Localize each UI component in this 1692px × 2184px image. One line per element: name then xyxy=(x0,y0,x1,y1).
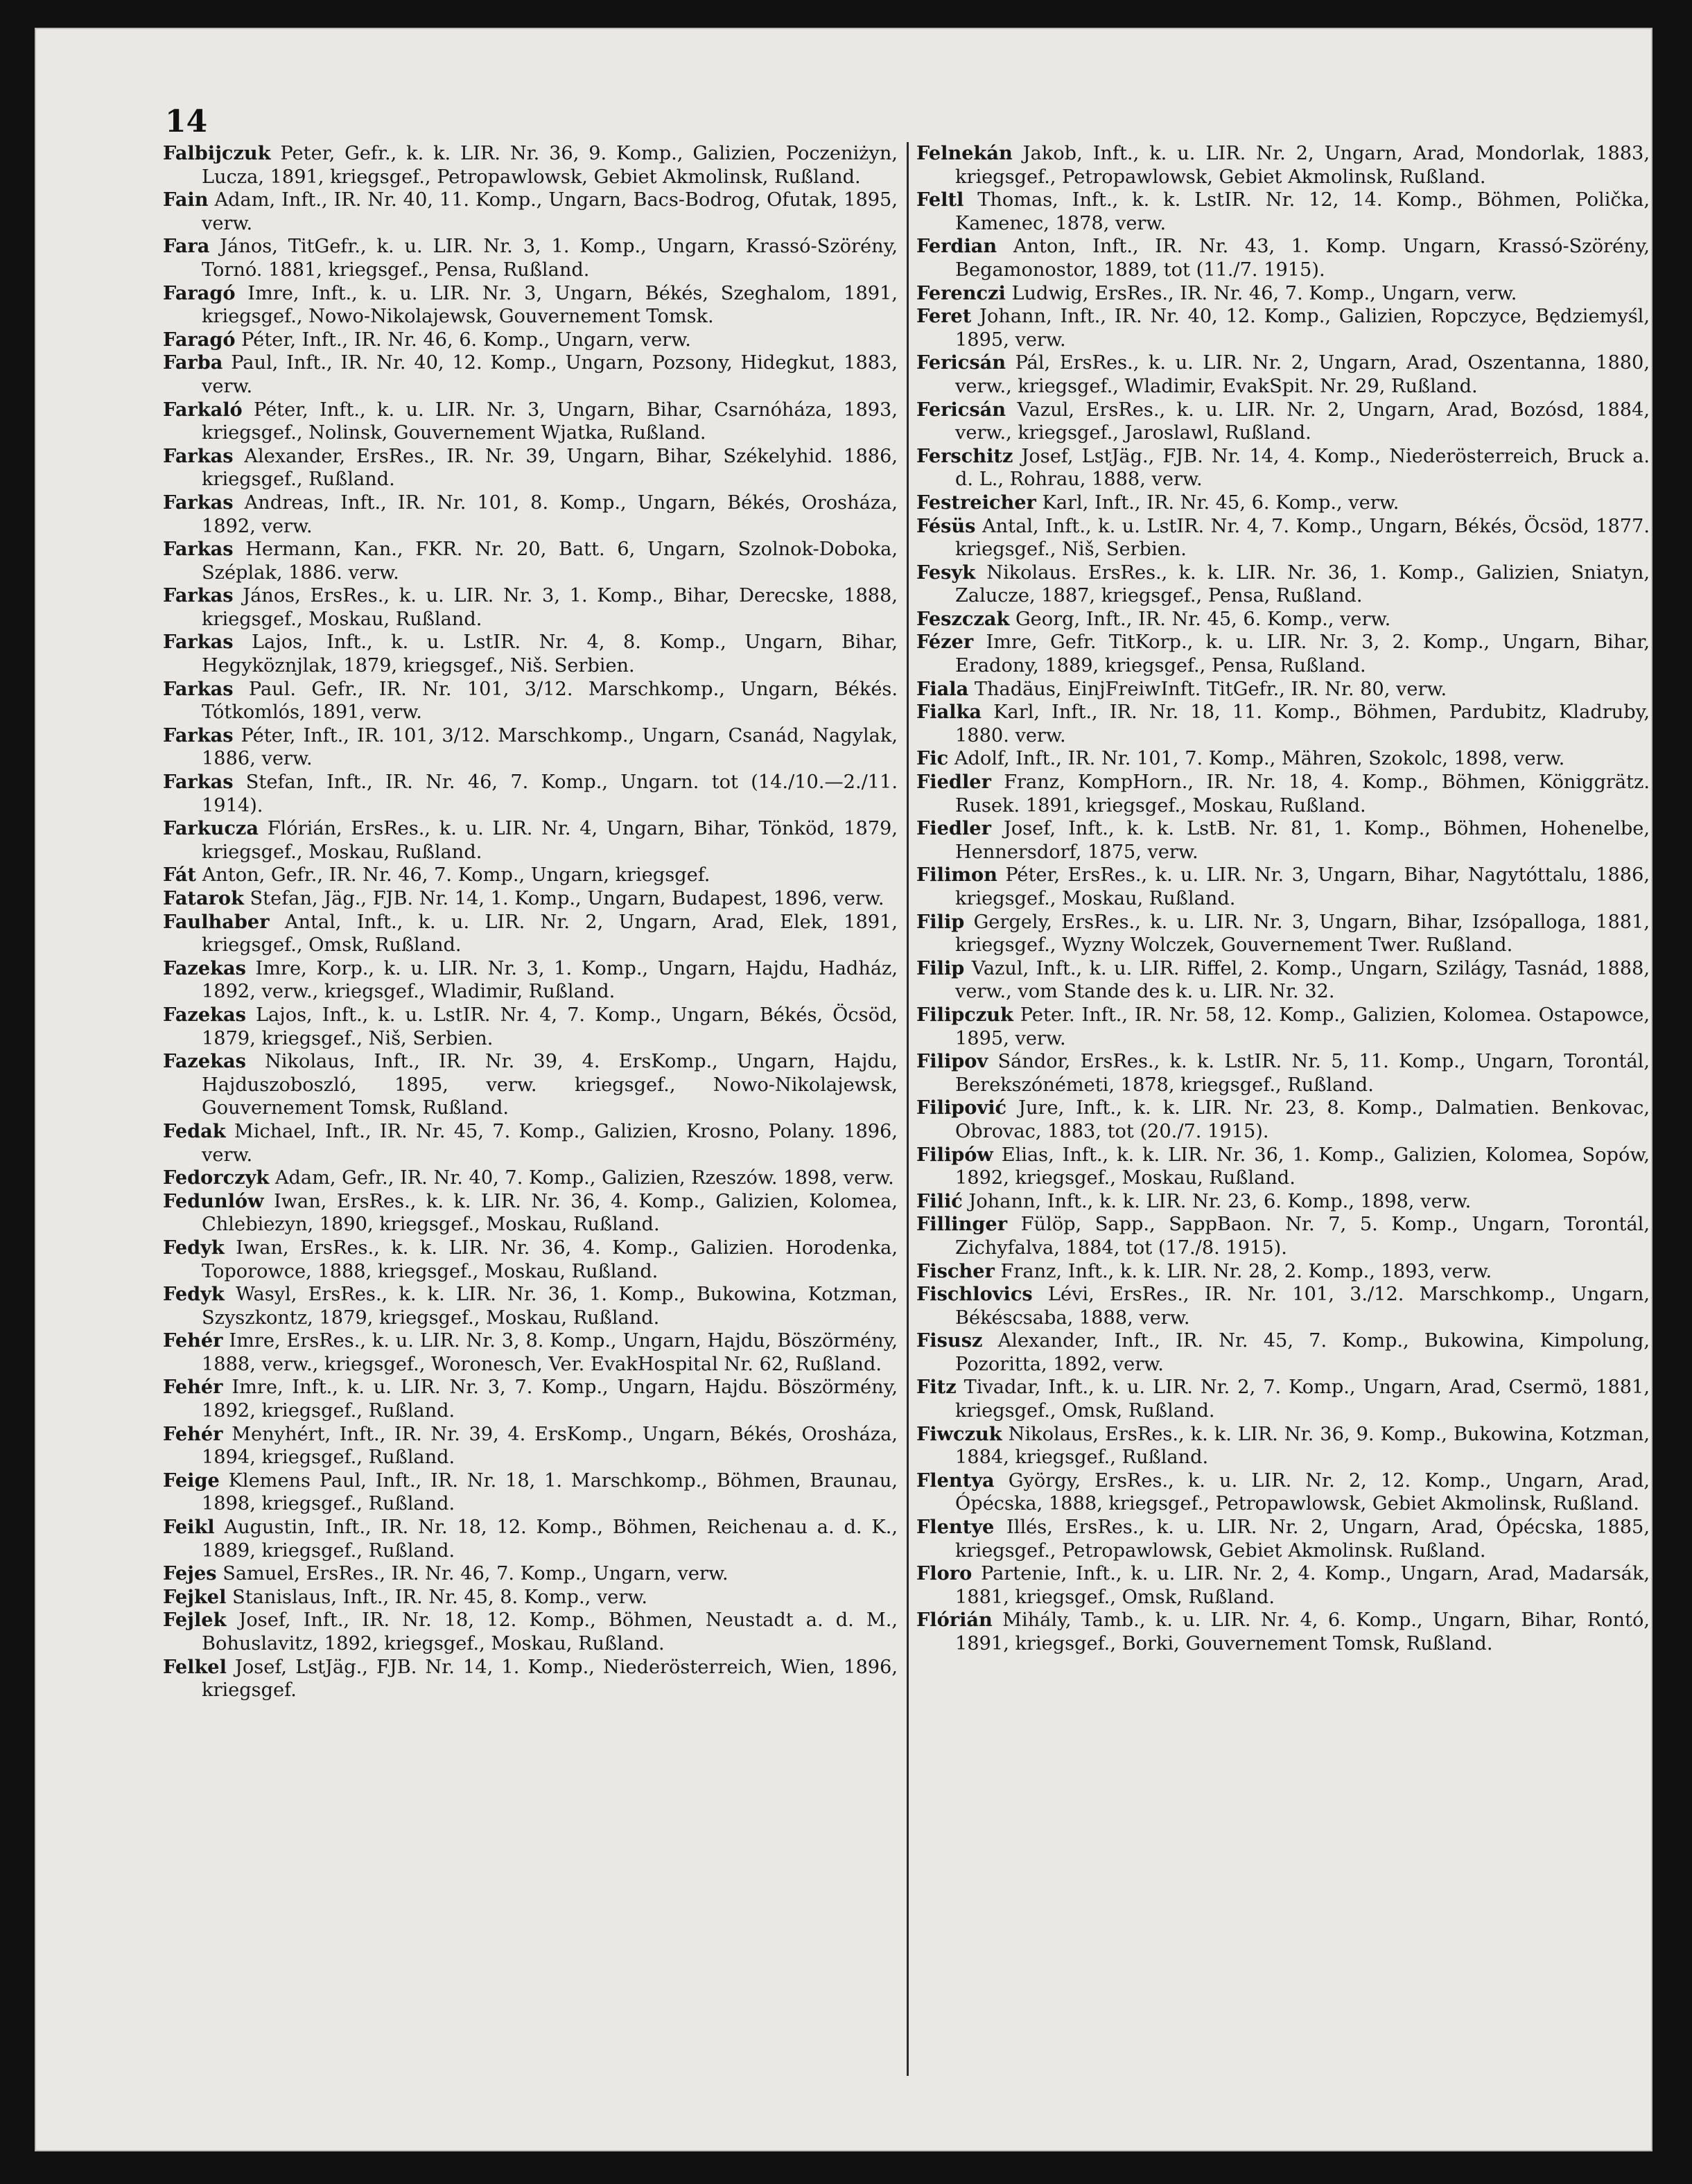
entry-details: Fülöp, Sapp., SappBaon. Nr. 7, 5. Komp., Ungarn, Torontál, Zichyfalva, 1884, tot (17./8. 1915). xyxy=(955,1214,1650,1259)
register-entry xyxy=(916,445,1650,491)
entry-surname: Ferschitz xyxy=(916,444,1013,467)
register-entry xyxy=(916,911,1650,957)
register-entry xyxy=(916,491,1650,515)
register-entry xyxy=(916,1469,1650,1516)
entry-surname: Fara xyxy=(163,235,210,258)
entry-surname: Fesyk xyxy=(916,561,976,584)
entry-surname: Faragó xyxy=(163,328,236,351)
entry-details: Josef, LstJäg., FJB. Nr. 14, 1. Komp., Niederösterreich, Wien, 1896, kriegsgef. xyxy=(202,1656,898,1702)
entry-surname: Fedyk xyxy=(163,1236,225,1259)
entry-details: Vazul, ErsRes., k. u. LIR. Nr. 2, Ungarn, Arad, Bozósd, 1884, verw., kriegsgef., Jaroslawl, Rußland. xyxy=(955,399,1650,444)
entry-details: Samuel, ErsRes., IR. Nr. 46, 7. Komp., Ungarn, verw. xyxy=(216,1563,729,1585)
entry-details: Michael, Inft., IR. Nr. 45, 7. Komp., Galizien, Krosno, Polany. 1896, verw. xyxy=(202,1120,898,1166)
register-entry xyxy=(916,1213,1650,1259)
entry-surname: Filipów xyxy=(916,1143,993,1166)
entry-details: Wasyl, ErsRes., k. k. LIR. Nr. 36, 1. Komp., Bukowina, Kotzman, Szyszkontz, 1879, kriegsgef., Moskau, Rußland. xyxy=(202,1284,898,1329)
entry-details: Stefan, Inft., IR. Nr. 46, 7. Komp., Ungarn. tot (14./10.—2./11. 1914). xyxy=(202,771,898,816)
entry-details: Péter, Inft., IR. 101, 3/12. Marschkomp., Ungarn, Csanád, Nagylak, 1886, verw. xyxy=(202,724,898,770)
entry-surname: Farkas xyxy=(163,724,234,746)
register-entry xyxy=(916,189,1650,235)
entry-surname: Fericsán xyxy=(916,351,1006,374)
entry-surname: Farkas xyxy=(163,677,234,700)
entry-surname: Ferdian xyxy=(916,235,997,258)
entry-details: Stanislaus, Inft., IR. Nr. 45, 8. Komp., verw. xyxy=(226,1586,648,1608)
entry-details: Iwan, ErsRes., k. k. LIR. Nr. 36, 4. Komp., Galizien, Kolomea, Chlebiezyn, 1890, kriegsgef., Moskau, Rußland. xyxy=(202,1190,898,1236)
entry-details: Adam, Gefr., IR. Nr. 40, 7. Komp., Galizien, Rzeszów. 1898, verw. xyxy=(269,1167,894,1189)
register-entry xyxy=(163,1376,898,1422)
register-entry xyxy=(916,817,1650,864)
entry-surname: Filimon xyxy=(916,864,997,886)
register-entry xyxy=(916,235,1650,281)
entry-details: Josef, Inft., k. k. LstB. Nr. 81, 1. Komp., Böhmen, Hohenelbe, Hennersdorf, 1875, verw. xyxy=(955,818,1650,863)
entry-surname: Fiala xyxy=(916,677,969,700)
entry-surname: Fedorczyk xyxy=(163,1167,270,1189)
entry-surname: Farkas xyxy=(163,631,234,654)
column-divider xyxy=(907,142,909,2076)
register-entry xyxy=(916,701,1650,747)
register-entry xyxy=(163,538,898,584)
register-entry xyxy=(916,1260,1650,1284)
register-entry xyxy=(163,631,898,677)
entry-details: János, TitGefr., k. u. LIR. Nr. 3, 1. Komp., Ungarn, Krassó-Szörény, Tornó. 1881, kriegsgef., Pensa, Rußland. xyxy=(202,236,898,281)
register-entry xyxy=(163,351,898,398)
entry-details: Peter, Gefr., k. k. LIR. Nr. 36, 9. Komp., Galizien, Poczeniżyn, Lucza, 1891, kriegsgef., Petropawlowsk, Gebiet Akmolinsk, Rußland. xyxy=(202,143,898,188)
entry-details: Gergely, ErsRes., k. u. LIR. Nr. 3, Ungarn, Bihar, Izsópalloga, 1881, kriegsgef., Wyzny Wolczek, Gouvernement Twer. Rußland. xyxy=(955,911,1650,956)
entry-surname: Fiedler xyxy=(916,817,991,840)
entry-details: Nikolaus, ErsRes., k. k. LIR. Nr. 36, 9. Komp., Bukowina, Kotzman, 1884, kriegsgef., Rußland. xyxy=(955,1423,1650,1469)
register-entry xyxy=(163,1237,898,1283)
register-entry xyxy=(916,351,1650,398)
register-entry xyxy=(163,678,898,724)
register-entry xyxy=(163,399,898,445)
register-entry xyxy=(163,1167,898,1190)
register-entry xyxy=(916,515,1650,561)
entry-details: Karl, Inft., IR. Nr. 45, 6. Komp., verw. xyxy=(1036,491,1399,514)
entry-surname: Flentye xyxy=(916,1516,995,1539)
entry-details: Thomas, Inft., k. k. LstIR. Nr. 12, 14. Komp., Böhmen, Polička, Kamenec, 1878, verw. xyxy=(955,189,1650,234)
entry-surname: Fésüs xyxy=(916,514,976,537)
entry-details: Klemens Paul, Inft., IR. Nr. 18, 1. Marschkomp., Böhmen, Braunau, 1898, kriegsgef., Rußland. xyxy=(202,1469,898,1515)
entry-details: Nikolaus. ErsRes., k. k. LIR. Nr. 36, 1. Komp., Galizien, Sniatyn, Zalucze, 1887, kriegsgef., Pensa, Rußland. xyxy=(955,561,1650,607)
entry-surname: Farkas xyxy=(163,491,234,514)
entry-details: Josef, LstJäg., FJB. Nr. 14, 4. Komp., Niederösterreich, Bruck a. d. L., Rohrau, 1888, verw. xyxy=(955,445,1650,491)
entry-surname: Fain xyxy=(163,189,209,211)
register-entry xyxy=(916,771,1650,817)
entry-surname: Felkel xyxy=(163,1655,227,1678)
entry-details: Imre, Inft., k. u. LIR. Nr. 3, Ungarn, Békés, Szeghalom, 1891, kriegsgef., Nowo-Nikolajewsk, Gouvernement Tomsk. xyxy=(202,282,898,328)
entry-details: Adam, Inft., IR. Nr. 40, 11. Komp., Ungarn, Bacs-Bodrog, Ofutak, 1895, verw. xyxy=(202,189,898,234)
entry-details: Mihály, Tamb., k. u. LIR. Nr. 4, 6. Komp., Ungarn, Bihar, Rontó, 1891, kriegsgef., Borki, Gouvernement Tomsk, Rußland. xyxy=(955,1609,1650,1654)
entry-surname: Filić xyxy=(916,1189,963,1212)
register-entry xyxy=(163,1609,898,1655)
entry-surname: Farkucza xyxy=(163,817,259,840)
entry-details: György, ErsRes., k. u. LIR. Nr. 2, 12. Komp., Ungarn, Arad, Ópécska, 1888, kriegsgef., Petropawlowsk, Gebiet Akmolinsk, Rußland. xyxy=(955,1469,1650,1515)
register-entry xyxy=(163,771,898,817)
entry-details: János, ErsRes., k. u. LIR. Nr. 3, 1. Komp., Bihar, Derecske, 1888, kriegsgef., Moskau, Rußland. xyxy=(202,585,898,630)
entry-surname: Felnekán xyxy=(916,142,1013,164)
register-entry xyxy=(916,631,1650,677)
entry-surname: Fic xyxy=(916,747,949,770)
entry-surname: Filipczuk xyxy=(916,1003,1013,1026)
entry-surname: Fazekas xyxy=(163,1050,246,1073)
entry-details: Elias, Inft., k. k. LIR. Nr. 36, 1. Komp., Galizien, Kolomea, Sopów, 1892, kriegsgef., Moskau, Rußland. xyxy=(955,1144,1650,1189)
entry-surname: Fisusz xyxy=(916,1329,983,1352)
entry-surname: Fedunlów xyxy=(163,1189,264,1212)
entry-details: Imre, Gefr. TitKorp., k. u. LIR. Nr. 3, 2. Komp., Ungarn, Bihar, Eradony, 1889, kriegsgef., Pensa, Rußland. xyxy=(955,631,1650,677)
entry-details: Jure, Inft., k. k. LIR. Nr. 23, 8. Komp., Dalmatien. Benkovac, Obrovac, 1883, tot (20./7. 1915). xyxy=(955,1097,1650,1142)
entry-details: Lévi, ErsRes., IR. Nr. 101, 3./12. Marschkomp., Ungarn, Békéscsaba, 1888, verw. xyxy=(955,1284,1650,1329)
entry-surname: Filip xyxy=(916,956,965,979)
entry-surname: Fézer xyxy=(916,631,974,654)
entry-details: Ludwig, ErsRes., IR. Nr. 46, 7. Komp., Ungarn, verw. xyxy=(1005,282,1517,304)
entry-details: Imre, Korp., k. u. LIR. Nr. 3, 1. Komp., Ungarn, Hajdu, Hadház, 1892, verw., kriegsgef., Wladimir, Rußland. xyxy=(202,957,898,1003)
entry-surname: Farkaló xyxy=(163,398,243,421)
entry-surname: Feszczak xyxy=(916,607,1010,630)
entry-surname: Faulhaber xyxy=(163,910,270,933)
register-entry xyxy=(163,1469,898,1516)
register-entry xyxy=(916,1050,1650,1097)
register-entry xyxy=(916,1329,1650,1376)
entry-surname: Farkas xyxy=(163,771,234,794)
entry-details: Andreas, Inft., IR. Nr. 101, 8. Komp., Ungarn, Békés, Orosháza, 1892, verw. xyxy=(202,491,898,537)
register-entry xyxy=(163,491,898,538)
entry-surname: Fát xyxy=(163,864,196,886)
entry-surname: Filip xyxy=(916,910,965,933)
register-entry xyxy=(916,1516,1650,1562)
register-entry xyxy=(916,678,1650,701)
entry-details: Tivadar, Inft., k. u. LIR. Nr. 2, 7. Komp., Ungarn, Arad, Csermö, 1881, kriegsgef., Omsk, Rußland. xyxy=(955,1377,1650,1422)
register-entry xyxy=(916,608,1650,631)
entry-details: Johann, Inft., IR. Nr. 40, 12. Komp., Galizien, Ropczyce, Będziemyśl, 1895, verw. xyxy=(955,306,1650,351)
entry-details: Georg, Inft., IR. Nr. 45, 6. Komp., verw. xyxy=(1009,608,1391,630)
register-entry xyxy=(163,1120,898,1167)
register-entry xyxy=(916,1562,1650,1609)
register-entry xyxy=(916,1283,1650,1329)
entry-details: Iwan, ErsRes., k. k. LIR. Nr. 36, 4. Komp., Galizien. Horodenka, Toporowce, 1888, kriegsgef., Moskau, Rußland. xyxy=(202,1237,898,1282)
entry-surname: Filipov xyxy=(916,1050,988,1073)
register-entry xyxy=(916,1423,1650,1469)
entry-details: Antal, Inft., k. u. LstIR. Nr. 4, 7. Komp., Ungarn, Békés, Öcsöd, 1877. kriegsgef., Niš, Serbien. xyxy=(955,515,1650,561)
register-entry xyxy=(163,1004,898,1050)
register-entry xyxy=(163,1329,898,1376)
register-entry xyxy=(916,305,1650,351)
entry-details: Pál, ErsRes., k. u. LIR. Nr. 2, Ungarn, Arad, Oszentanna, 1880, verw., kriegsgef., Wladimir, EvakSpit. Nr. 29, Rußland. xyxy=(955,352,1650,397)
entry-details: Franz, Inft., k. k. LIR. Nr. 28, 2. Komp., 1893, verw. xyxy=(994,1260,1492,1282)
entry-surname: Fejes xyxy=(163,1562,217,1585)
entry-details: Anton, Gefr., IR. Nr. 46, 7. Komp., Ungarn, kriegsgef. xyxy=(196,864,710,886)
register-entry xyxy=(163,142,898,189)
entry-details: Péter, ErsRes., k. u. LIR. Nr. 3, Ungarn, Bihar, Nagytóttalu, 1886, kriegsgef., Moskau, Rußland. xyxy=(955,864,1650,909)
register-entry xyxy=(916,561,1650,608)
register-entry xyxy=(163,282,898,329)
register-entry xyxy=(916,957,1650,1004)
entry-details: Adolf, Inft., IR. Nr. 101, 7. Komp., Mähren, Szokolc, 1898, verw. xyxy=(948,748,1565,770)
entry-surname: Fedak xyxy=(163,1119,226,1142)
register-entry xyxy=(163,1656,898,1702)
register-entry xyxy=(163,1050,898,1120)
entry-surname: Farba xyxy=(163,351,223,374)
entry-surname: Feige xyxy=(163,1469,220,1492)
entry-surname: Farkas xyxy=(163,444,234,467)
entry-details: Paul. Gefr., IR. Nr. 101, 3/12. Marschkomp., Ungarn, Békés. Tótkomlós, 1891, verw. xyxy=(202,678,898,724)
entry-surname: Fischlovics xyxy=(916,1283,1033,1306)
register-entry xyxy=(163,1516,898,1562)
register-entry xyxy=(916,1190,1650,1214)
register-entry xyxy=(163,911,898,957)
entry-surname: Feltl xyxy=(916,189,964,211)
register-entry xyxy=(163,445,898,491)
register-entry xyxy=(916,1376,1650,1422)
entry-surname: Fejkel xyxy=(163,1585,227,1608)
entry-surname: Festreicher xyxy=(916,491,1036,514)
entry-details: Jakob, Inft., k. u. LIR. Nr. 2, Ungarn, Arad, Mondorlak, 1883, kriegsgef., Petropawlowsk, Gebiet Akmolinsk, Rußland. xyxy=(955,143,1650,188)
entry-details: Imre, ErsRes., k. u. LIR. Nr. 3, 8. Komp., Ungarn, Hajdu, Böszörmény, 1888, verw., kriegsgef., Woronesch, Ver. EvakHospital Nr. 62, Rußland. xyxy=(202,1330,898,1375)
entry-surname: Flentya xyxy=(916,1469,995,1492)
entry-details: Péter, Inft., k. u. LIR. Nr. 3, Ungarn, Bihar, Csarnóháza, 1893, kriegsgef., Nolinsk, Gouvernement Wjatka, Rußland. xyxy=(202,399,898,444)
register-entry xyxy=(163,957,898,1004)
entry-details: Hermann, Kan., FKR. Nr. 20, Batt. 6, Ungarn, Szolnok-Doboka, Széplak, 1886. verw. xyxy=(202,539,898,584)
register-entry xyxy=(163,817,898,864)
register-entry xyxy=(163,1423,898,1469)
entry-surname: Fialka xyxy=(916,701,982,724)
entry-details: Thadäus, EinjFreiwInft. TitGefr., IR. Nr. 80, verw. xyxy=(968,678,1447,700)
register-entry xyxy=(163,235,898,281)
entry-details: Imre, Inft., k. u. LIR. Nr. 3, 7. Komp., Ungarn, Hajdu. Böszörmény, 1892, kriegsgef., Rußland. xyxy=(202,1377,898,1422)
entry-surname: Feikl xyxy=(163,1516,215,1539)
entry-surname: Fiedler xyxy=(916,771,991,794)
register-entry xyxy=(163,1190,898,1237)
register-entry xyxy=(916,747,1650,771)
entry-surname: Fatarok xyxy=(163,887,244,909)
entry-surname: Faragó xyxy=(163,281,236,304)
entry-details: Partenie, Inft., k. u. LIR. Nr. 2, 4. Komp., Ungarn, Arad, Madarsák, 1881, kriegsgef., Omsk, Rußland. xyxy=(955,1563,1650,1608)
entry-surname: Fazekas xyxy=(163,1003,246,1026)
entry-details: Franz, KompHorn., IR. Nr. 18, 4. Komp., Böhmen, Königgrätz. Rusek. 1891, kriegsgef., Moskau, Rußland. xyxy=(955,771,1650,816)
entry-surname: Fehér xyxy=(163,1376,223,1399)
entry-surname: Farkas xyxy=(163,538,234,561)
entry-surname: Fischer xyxy=(916,1259,995,1282)
register-entry xyxy=(163,189,898,235)
entry-surname: Fejlek xyxy=(163,1609,227,1632)
entry-details: Augustin, Inft., IR. Nr. 18, 12. Komp., Böhmen, Reichenau a. d. K., 1889, kriegsgef., Rußland. xyxy=(202,1517,898,1562)
left-column xyxy=(163,142,898,1702)
entry-details: Lajos, Inft., k. u. LstIR. Nr. 4, 8. Komp., Ungarn, Bihar, Hegyköznjlak, 1879, kriegsgef., Niš. Serbien. xyxy=(202,631,898,677)
entry-surname: Fillinger xyxy=(916,1213,1008,1236)
register-entry xyxy=(163,1562,898,1586)
entry-details: Josef, Inft., IR. Nr. 18, 12. Komp., Böhmen, Neustadt a. d. M., Bohuslavitz, 1892, kriegsgef., Moskau, Rußland. xyxy=(202,1609,898,1654)
entry-surname: Farkas xyxy=(163,584,234,607)
entry-details: Sándor, ErsRes., k. k. LstIR. Nr. 5, 11. Komp., Ungarn, Torontál, Berekszónémeti, 1878, kriegsgef., Rußland. xyxy=(955,1051,1650,1096)
entry-details: Péter, Inft., IR. Nr. 46, 6. Komp., Ungarn, verw. xyxy=(235,329,691,351)
entry-details: Stefan, Jäg., FJB. Nr. 14, 1. Komp., Ungarn, Budapest, 1896, verw. xyxy=(243,888,884,909)
entry-surname: Falbijczuk xyxy=(163,142,271,164)
entry-surname: Fehér xyxy=(163,1422,223,1445)
entry-surname: Fazekas xyxy=(163,956,246,979)
entry-details: Vazul, Inft., k. u. LIR. Riffel, 2. Komp., Ungarn, Szilágy, Tasnád, 1888, verw., vom Stande des k. u. LIR. Nr. 32. xyxy=(955,957,1650,1003)
entry-details: Anton, Inft., IR. Nr. 43, 1. Komp. Ungarn, Krassó-Szörény, Begamonostor, 1889, tot (11./7. 1915). xyxy=(955,236,1650,281)
register-entry xyxy=(916,1609,1650,1655)
page-number: 14 xyxy=(165,104,208,139)
entry-surname: Fericsán xyxy=(916,398,1006,421)
entry-details: Menyhért, Inft., IR. Nr. 39, 4. ErsKomp., Ungarn, Békés, Orosháza, 1894, kriegsgef., Rußland. xyxy=(202,1423,898,1469)
entry-surname: Fehér xyxy=(163,1329,223,1352)
entry-surname: Filipović xyxy=(916,1097,1007,1119)
entry-details: Flórián, ErsRes., k. u. LIR. Nr. 4, Ungarn, Bihar, Tönköd, 1879, kriegsgef., Moskau, Rußland. xyxy=(202,818,898,863)
entry-details: Alexander, Inft., IR. Nr. 45, 7. Komp., Bukowina, Kimpolung, Pozoritta, 1892, verw. xyxy=(955,1330,1650,1375)
entry-details: Karl, Inft., IR. Nr. 18, 11. Komp., Böhmen, Pardubitz, Kladruby, 1880. verw. xyxy=(955,701,1650,746)
entry-details: Illés, ErsRes., k. u. LIR. Nr. 2, Ungarn, Arad, Ópécska, 1885, kriegsgef., Petropawlowsk, Gebiet Akmolinsk. Rußland. xyxy=(955,1517,1650,1562)
register-entry xyxy=(916,1004,1650,1050)
register-entry xyxy=(916,1144,1650,1190)
entry-details: Alexander, ErsRes., IR. Nr. 39, Ungarn, Bihar, Székelyhid. 1886, kriegsgef., Rußland. xyxy=(202,445,898,491)
register-entry xyxy=(163,1283,898,1329)
entry-details: Peter. Inft., IR. Nr. 58, 12. Komp., Galizien, Kolomea. Ostapowce, 1895, verw. xyxy=(955,1004,1650,1049)
register-entry xyxy=(916,864,1650,910)
register-entry xyxy=(916,399,1650,445)
right-column xyxy=(916,142,1650,1656)
entry-surname: Fedyk xyxy=(163,1283,225,1306)
register-entry xyxy=(163,1586,898,1609)
entry-surname: Flórián xyxy=(916,1609,993,1632)
register-entry xyxy=(163,864,898,887)
entry-details: Nikolaus, Inft., IR. Nr. 39, 4. ErsKomp., Ungarn, Hajdu, Hajduszoboszló, 1895, verw. kriegsgef., Nowo-Nikolajewsk, Gouvernement Tomsk, Rußland. xyxy=(202,1051,898,1119)
entry-surname: Fiwczuk xyxy=(916,1422,1002,1445)
register-entry xyxy=(916,282,1650,306)
register-entry xyxy=(916,1097,1650,1143)
register-entry xyxy=(163,329,898,352)
entry-surname: Feret xyxy=(916,305,972,328)
entry-surname: Floro xyxy=(916,1562,973,1585)
entry-details: Paul, Inft., IR. Nr. 40, 12. Komp., Ungarn, Pozsony, Hidegkut, 1883, verw. xyxy=(202,352,898,397)
entry-details: Antal, Inft., k. u. LIR. Nr. 2, Ungarn, Arad, Elek, 1891, kriegsgef., Omsk, Rußland. xyxy=(202,911,898,956)
register-entry xyxy=(163,724,898,771)
register-entry xyxy=(163,584,898,631)
register-entry xyxy=(163,887,898,911)
entry-surname: Fitz xyxy=(916,1376,957,1399)
entry-details: Johann, Inft., k. k. LIR. Nr. 23, 6. Komp., 1898, verw. xyxy=(962,1190,1472,1212)
register-entry xyxy=(916,142,1650,189)
entry-surname: Ferenczi xyxy=(916,281,1006,304)
entry-details: Lajos, Inft., k. u. LstIR. Nr. 4, 7. Komp., Ungarn, Békés, Öcsöd, 1879, kriegsgef., Niš, Serbien. xyxy=(202,1004,898,1049)
